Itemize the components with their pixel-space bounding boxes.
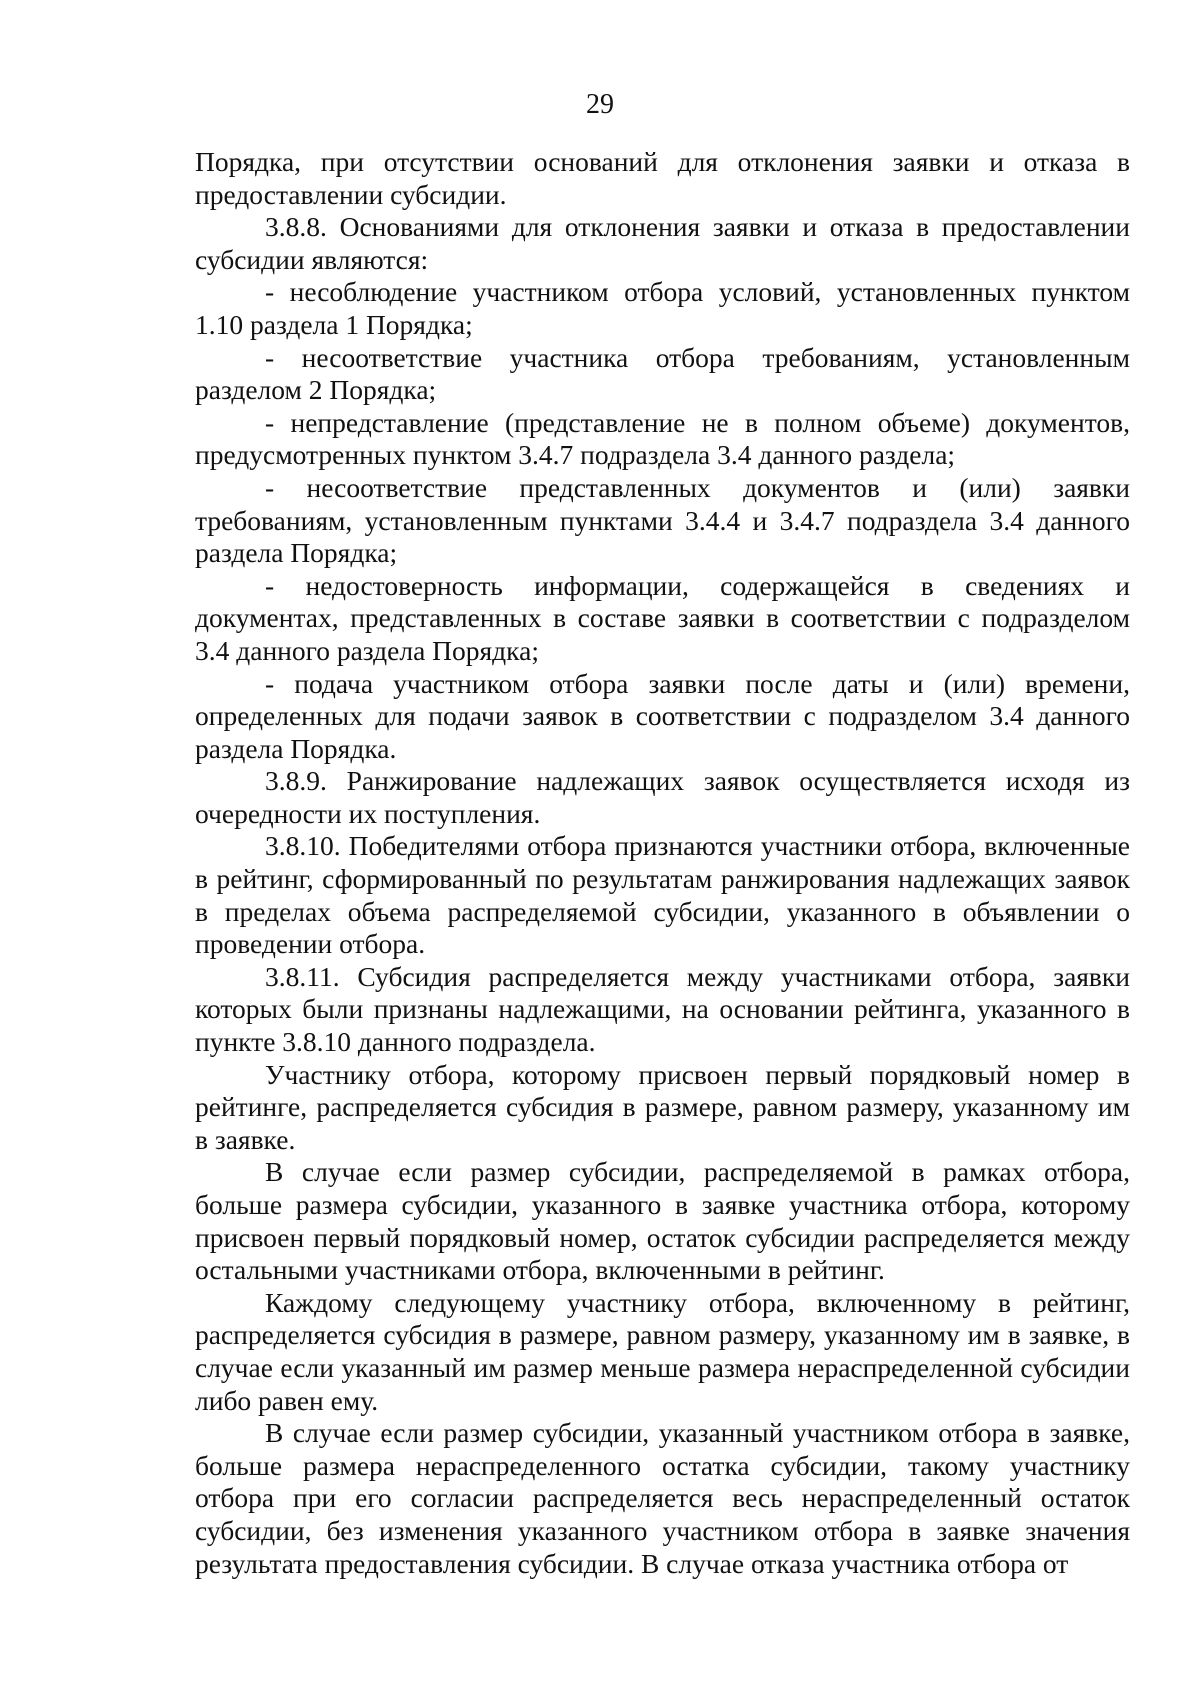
paragraph-3-8-8: 3.8.8. Основаниями для отклонения заявки и отказа в предоставлении субсидии являются: <box>195 211 1130 275</box>
list-item-noncompliance-conditions: - несоблюдение участником отбора условий, установленных пунктом 1.10 раздела 1 Порядка; <box>195 276 1130 340</box>
list-item-unreliable-information: - недостоверность информации, содержащейся в сведениях и документах, представленных в составе заявки в соответствии с подразделом 3.4 данного раздела Порядка; <box>195 569 1130 666</box>
list-item-nonsubmission-documents: - непредставление (представление не в полном объеме) документов, предусмотренных пунктом 3.4.7 подраздела 3.4 данного раздела; <box>195 406 1130 471</box>
page-number: 29 <box>586 89 614 120</box>
document-body <box>195 146 1130 1580</box>
paragraph-exceeding-request: В случае если размер субсидии, указанный участником отбора в заявке, больше размера нераспределенного остатка субсидии, такому участнику отбора при его согласии распределяется весь нераспределенный остаток субсидии, без изменения указанного участником отбора в заявке значения результата предоставления субсидии. В случае отказа участника отбора от <box>195 1417 1130 1579</box>
list-item-nonconformity-participant: - несоответствие участника отбора требованиям, установленным разделом 2 Порядка; <box>195 341 1130 406</box>
paragraph-3-8-11: 3.8.11. Субсидия распределяется между участниками отбора, заявки которых были признаны надлежащими, на основании рейтинга, указанного в пункте 3.8.10 данного подраздела. <box>195 960 1130 1058</box>
paragraph-3-8-9: 3.8.9. Ранжирование надлежащих заявок осуществляется исходя из очередности их поступления. <box>195 765 1130 829</box>
paragraph-continuation: Порядка, при отсутствии оснований для отклонения заявки и отказа в предоставлении субсидии. <box>195 146 1130 210</box>
list-item-late-submission: - подача участником отбора заявки после даты и (или) времени, определенных для подачи заявок в соответствии с подразделом 3.4 данного раздела Порядка. <box>195 667 1130 764</box>
paragraph-remainder-distribution: В случае если размер субсидии, распределяемой в рамках отбора, больше размера субсидии, указанного в заявке участника отбора, которому присвоен первый порядковый номер, остаток субсидии распределяется между остальными участниками отбора, включенными в рейтинг. <box>195 1156 1130 1286</box>
paragraph-3-8-10: 3.8.10. Победителями отбора признаются участники отбора, включенные в рейтинг, сформированный по результатам ранжирования надлежащих заявок в пределах объема распределяемой субсидии, указанного в объявлении о проведении отбора. <box>195 830 1130 960</box>
paragraph-first-rank: Участнику отбора, которому присвоен первый порядковый номер в рейтинге, распределяется субсидия в размере, равном размеру, указанному им в заявке. <box>195 1058 1130 1155</box>
paragraph-each-next-participant: Каждому следующему участнику отбора, включенному в рейтинг, распределяется субсидия в размере, равном размеру, указанному им в заявке, в случае если указанный им размер меньше размера нераспределенной субсидии либо равен ему. <box>195 1286 1130 1416</box>
list-item-nonconformity-documents: - несоответствие представленных документов и (или) заявки требованиям, установленным пунктами 3.4.4 и 3.4.7 подраздела 3.4 данного раздела Порядка; <box>195 471 1130 569</box>
